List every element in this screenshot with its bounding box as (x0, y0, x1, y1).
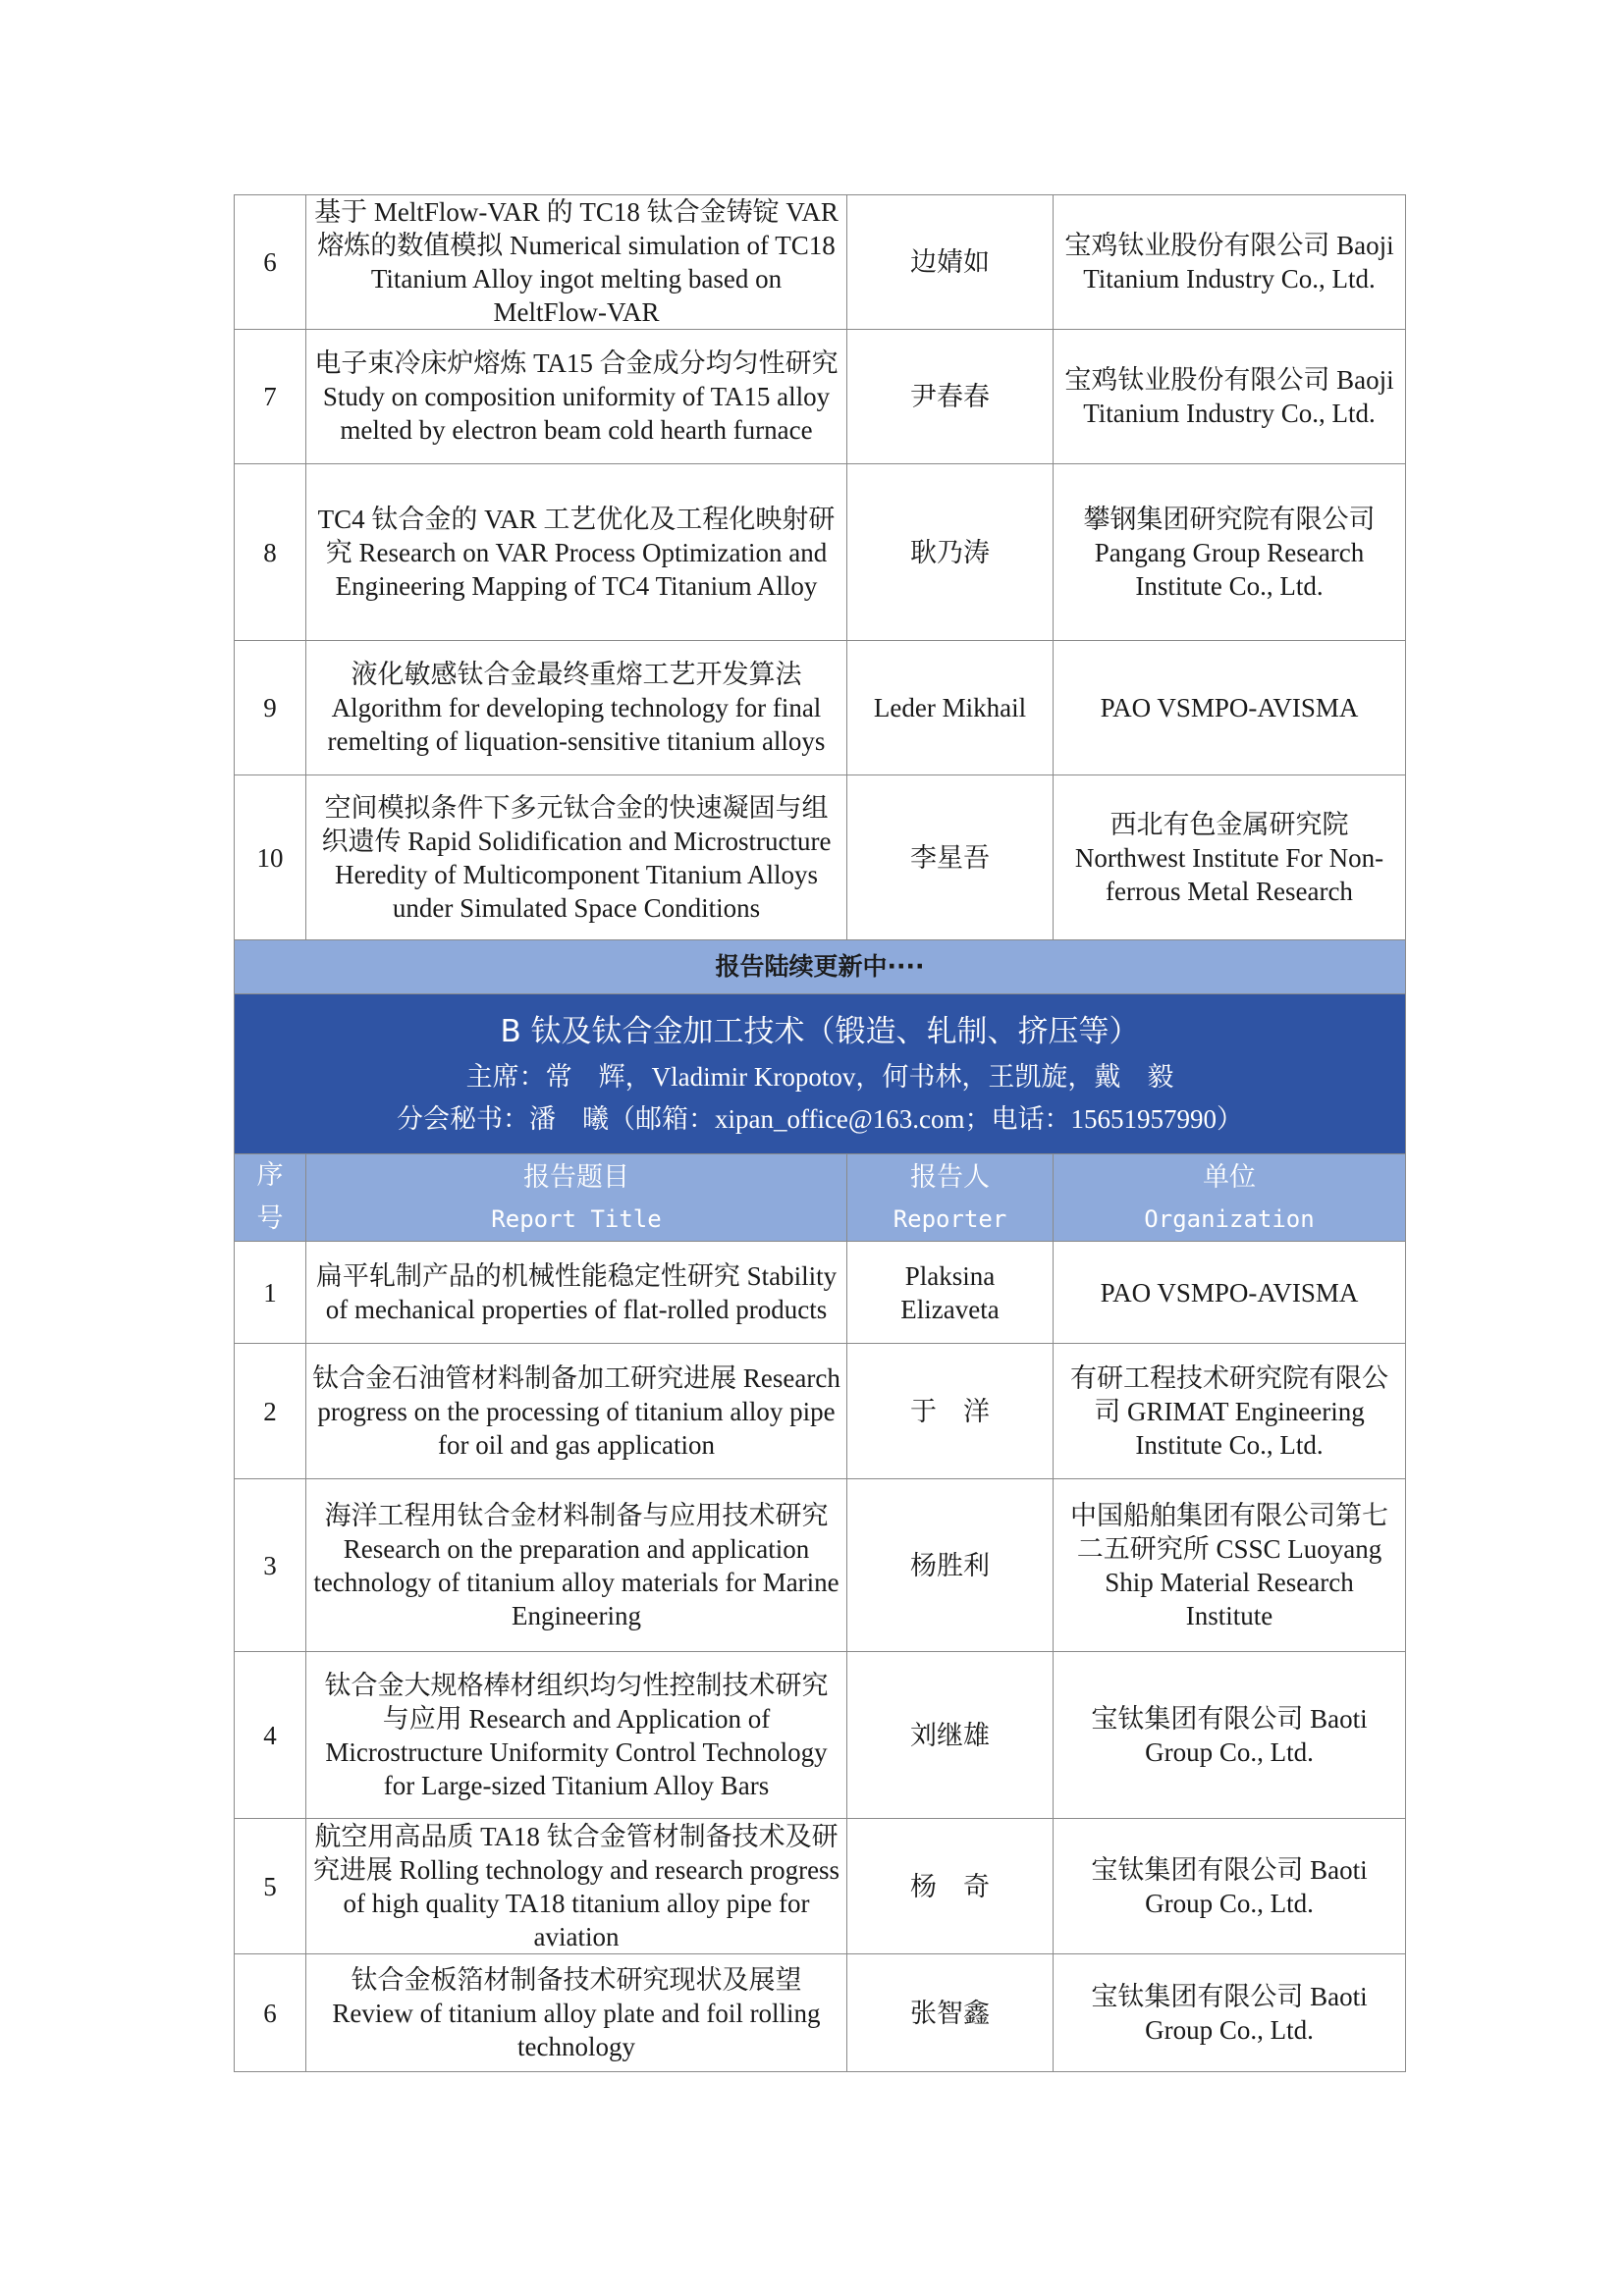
report-title: 钛合金大规格棒材组织均匀性控制技术研究与应用 Research and Application of Microstructure Uniformity Control Technology for Large-sized Titanium Alloy Bars (306, 1652, 847, 1819)
report-title: 扁平轧制产品的机械性能稳定性研究 Stability of mechanical properties of flat-rolled products (306, 1242, 847, 1344)
table-row (235, 1954, 1406, 2072)
reporter-name: Leder Mikhail (847, 641, 1054, 775)
table-row (235, 330, 1406, 464)
reporter-name: 张智鑫 (847, 1954, 1054, 2072)
organization: 攀钢集团研究院有限公司 Pangang Group Research Institute Co., Ltd. (1054, 464, 1406, 641)
session-title: B 钛及钛合金加工技术（锻造、轧制、挤压等） (500, 1014, 1140, 1049)
column-header-org (1054, 1154, 1406, 1242)
table-row (235, 1344, 1406, 1479)
organization: PAO VSMPO-AVISMA (1054, 641, 1406, 775)
reporter-header-zh: 报告人 (910, 1162, 990, 1193)
row-number: 2 (235, 1344, 306, 1479)
reporter-name: 刘继雄 (847, 1652, 1054, 1819)
reporter-name: 耿乃涛 (847, 464, 1054, 641)
org-header-zh: 单位 (1203, 1162, 1256, 1193)
reporter-name: 于 洋 (847, 1344, 1054, 1479)
organization: 西北有色金属研究院 Northwest Institute For Non-ferrous Metal Research (1054, 775, 1406, 940)
organization: 宝钛集团有限公司 Baoti Group Co., Ltd. (1054, 1652, 1406, 1819)
row-number: 1 (235, 1242, 306, 1344)
organization: 有研工程技术研究院有限公司 GRIMAT Engineering Institute Co., Ltd. (1054, 1344, 1406, 1479)
organization: 中国船舶集团有限公司第七二五研究所 CSSC Luoyang Ship Material Research Institute (1054, 1479, 1406, 1652)
table-row (235, 1242, 1406, 1344)
reporter-name: 杨 奇 (847, 1819, 1054, 1954)
update-notice-row (235, 940, 1406, 994)
seq-header-label: 序号 (256, 1160, 284, 1234)
table-row (235, 1652, 1406, 1819)
report-title: TC4 钛合金的 VAR 工艺优化及工程化映射研究 Research on VAR Process Optimization and Engineering Mapping of TC4 Titanium Alloy (306, 464, 847, 641)
row-number: 3 (235, 1479, 306, 1652)
report-title: 海洋工程用钛合金材料制备与应用技术研究 Research on the preparation and application technology of titanium alloy materials for Marine Engineering (306, 1479, 847, 1652)
title-header-en: Report Title (491, 1205, 662, 1233)
row-number: 6 (235, 195, 306, 330)
organization: 宝钛集团有限公司 Baoti Group Co., Ltd. (1054, 1819, 1406, 1954)
row-number: 10 (235, 775, 306, 940)
title-header-zh: 报告题目 (523, 1162, 629, 1193)
column-header-title (306, 1154, 847, 1242)
organization: 宝钛集团有限公司 Baoti Group Co., Ltd. (1054, 1954, 1406, 2072)
report-title: 基于 MeltFlow-VAR 的 TC18 钛合金铸锭 VAR 熔炼的数值模拟 Numerical simulation of TC18 Titanium Alloy ingot melting based on MeltFlow-VAR (306, 195, 847, 330)
session-header (235, 994, 1406, 1154)
org-header-en: Organization (1144, 1205, 1315, 1233)
reporter-header-en: Reporter (893, 1205, 1007, 1233)
table-row (235, 775, 1406, 940)
session-secretary: 分会秘书：潘 曦（邮箱：xipan_office@163.com；电话：15651957990） (396, 1104, 1244, 1134)
reporter-name: 边婧如 (847, 195, 1054, 330)
report-title: 空间模拟条件下多元钛合金的快速凝固与组织遗传 Rapid Solidification and Microstructure Heredity of Multicomponent Titanium Alloys under Simulated Space Conditions (306, 775, 847, 940)
column-header-reporter (847, 1154, 1054, 1242)
report-schedule-table (234, 194, 1406, 2072)
table-row (235, 641, 1406, 775)
row-number: 8 (235, 464, 306, 641)
reporter-name: 尹春春 (847, 330, 1054, 464)
row-number: 4 (235, 1652, 306, 1819)
session-chairs: 主席：常 辉，Vladimir Kropotov，何书林，王凯旋，戴 毅 (465, 1062, 1174, 1092)
session-info (235, 994, 1406, 1154)
report-title: 航空用高品质 TA18 钛合金管材制备技术及研究进展 Rolling technology and research progress of high quality TA18 titanium alloy pipe for aviation (306, 1819, 847, 1954)
reporter-name: 杨胜利 (847, 1479, 1054, 1652)
report-title: 钛合金板箔材制备技术研究现状及展望 Review of titanium alloy plate and foil rolling technology (306, 1954, 847, 2072)
reporter-name: 李星吾 (847, 775, 1054, 940)
row-number: 5 (235, 1819, 306, 1954)
row-number: 6 (235, 1954, 306, 2072)
organization: 宝鸡钛业股份有限公司 Baoji Titanium Industry Co., Ltd. (1054, 330, 1406, 464)
table-row (235, 1479, 1406, 1652)
column-header-row (235, 1154, 1406, 1242)
reporter-name: Plaksina Elizaveta (847, 1242, 1054, 1344)
row-number: 7 (235, 330, 306, 464)
row-number: 9 (235, 641, 306, 775)
table-row (235, 1819, 1406, 1954)
table-row (235, 195, 1406, 330)
organization: PAO VSMPO-AVISMA (1054, 1242, 1406, 1344)
column-header-seq (235, 1154, 306, 1242)
report-title: 液化敏感钛合金最终重熔工艺开发算法 Algorithm for developing technology for final remelting of liquation-sensitive titanium alloys (306, 641, 847, 775)
table-row (235, 464, 1406, 641)
organization: 宝鸡钛业股份有限公司 Baoji Titanium Industry Co., Ltd. (1054, 195, 1406, 330)
report-title: 钛合金石油管材料制备加工研究进展 Research progress on the processing of titanium alloy pipe for oil and gas application (306, 1344, 847, 1479)
report-title: 电子束冷床炉熔炼 TA15 合金成分均匀性研究 Study on composition uniformity of TA15 alloy melted by electron beam cold hearth furnace (306, 330, 847, 464)
update-notice: 报告陆续更新中···· (235, 940, 1406, 994)
